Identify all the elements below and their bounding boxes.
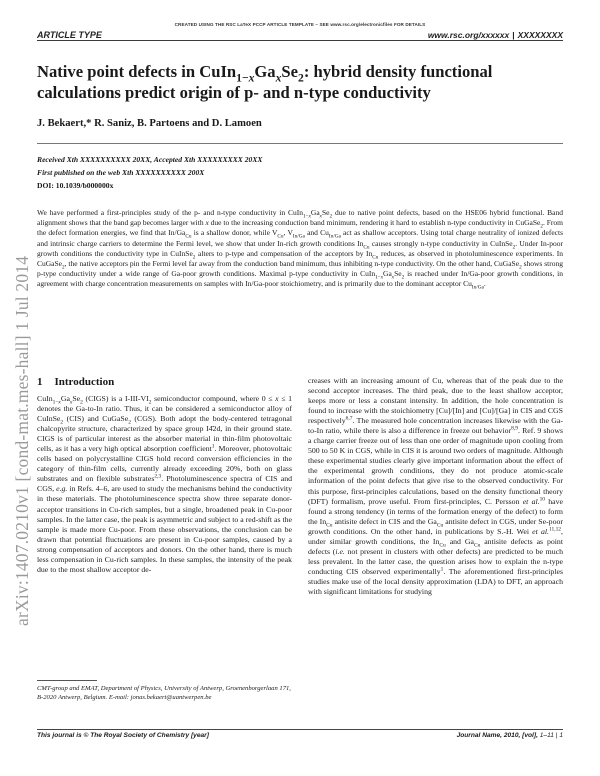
article-type-label: ARTICLE TYPE (37, 30, 102, 40)
doi-label[interactable]: DOI: 10.1039/b000000x (37, 181, 114, 190)
journal-url[interactable]: www.rsc.org/xxxxxx (427, 30, 510, 40)
page-footer (457, 732, 563, 739)
arxiv-identifier-stamp: arXiv:1407.0210v1 [cond-mat.mes-hall] 1 Jul 2014 (12, 255, 32, 626)
body-column-right: creases with an increasing amount of Cu, whereas that of the peak due to the second acceptor increases. The third peak, due to the least shallow acceptor, keeps more or less a constant intensity. In addition, the hole concentration is found to increase with the stoichiometry [Cu]/[In] and [Cu]/[Ga] in CIS and CGS respectively$^{6,7}$. The measured hole concentration increases likewise with the Ga-to-In ratio, while there is also a difference in freeze out behavior$^{8,9}$. Ref. 9 shows a charge carrier freeze out of less than one order of magnitude upon cooling from 500 to 50 K in CGS, while in CIS it is around two orders of magnitude. Although these experimental studies clearly give important information about the effect of the experimental growth conditions, they do not produce atomic-scale information of the point defects that give rise to the observed conductivity. For this purpose, first-principles calculations, based on the density functional theory (DFT) formalism, prove useful. From first-principles, C. Persson et al.$^{10}$ have found a strong tendency (in terms of the formation energy of the defect) to form the $In_{Cu}$ antisite defect in CIS and the $Ga_{Cu}$ antisite defect in CGS, under Se-poor growth conditions. On the other hand, in publications by S.-H. Wei et al.$^{11,12}$, under similar growth conditions, the $In_{Cu}$ and $Ga_{Cu}$ antisite defects as point defects (i.e. not present in clusters with other defects) are predicted to be much less prevalent. In the latter case, the question arises how to explain the n-type conducting CIS observed experimentally$^1$. The aforementioned first-principles studies make use of the local density approximation (LDA) to DFT, an approach with significant limitations for studying (308, 376, 564, 596)
first-published-date: First published on the web Xth XXXXXXXXXX 200X (37, 168, 205, 177)
copyright-footer: This journal is © The Royal Society of Chemistry [year] (37, 732, 209, 739)
section-heading-introduction (37, 376, 114, 388)
received-dates: Received Xth XXXXXXXXXX 20XX, Accepted Xth XXXXXXXXX 20XX (37, 155, 263, 164)
affiliation-footnote: CMT-group and EMAT, Department of Physics, University of Antwerp, Groenenborgerlaan 171, B-2020 Antwerp, Belgium. E-mail: jonas.bekaert@uantwerpen.be (37, 685, 291, 701)
body-column-left: $CuIn_{1-x}Ga_xSe_2$ (CIGS) is a $I-III-VI_2$ semiconductor compound, where 0 ≤ x ≤ 1 denotes the Ga-to-In ratio. Thus, it can be considered a semiconductor alloy of CuInSe$_2$ (CIS) and CuGaSe$_2$ (CGS). Both adopt the body-centered tetragonal chalcopyrite structure, characterized by space group I4̄2d, in their ground state. CIGS is of particular interest as the absorber material in thin-film photovoltaic cells, as it has a very high optical absorption coefficient$^1$. Moreover, photovoltaic cells based on polycrystalline CIGS hold record conversion efficiencies in the category of thin-film cells, currently already exceeding 20%, both on glass substrates and on flexible substrates$^{2,3}$. Photoluminescence spectra of CIS and CGS, e.g. in Refs. 4–6, are used to study the mechanisms behind the conductivity in these materials. The photoluminescence spectra show three separate donor-acceptor transitions in Cu-rich samples, but a single, broadened peak in Cu-poor samples. In the latter case, the peak is asymmetric and subject to a red-shift as the sample is made more Cu-poor. From these observations, the conclusion can be drawn that potential fluctuations are present in Cu-poor samples, caused by a strong compensation of acceptors and donors. On the other hand, there is much less compensation in Cu-rich samples. In these samples, the intensity of the peak due to the most shallow acceptor de- (37, 394, 292, 574)
section-rule (37, 143, 563, 144)
header-rule (37, 40, 563, 41)
footnote-rule (37, 680, 97, 681)
footer-rule (37, 729, 563, 730)
journal-citation: Journal Name, 2010, [vol], (456, 732, 538, 739)
author-list: J. Bekaert,* R. Saniz, B. Partoens and D. Lamoen (37, 118, 262, 129)
section-number: 1 (37, 376, 43, 388)
page-range: 1–11 | 1 (539, 732, 563, 739)
article-code: XXXXXXXX (517, 30, 563, 40)
template-banner: CREATED USING THE RSC LaTeX PCCP ARTICLE TEMPLATE – SEE www.rsc.org/electronicfiles FOR DETAILS (174, 22, 426, 27)
paper-title: Native point defects in $CuIn_{1-x}Ga_xSe_2$: hybrid density functional calculations predict origin of p- and n-type conductivity (37, 62, 493, 102)
journal-link-header[interactable]: www.rsc.org/xxxxxx | XXXXXXXX (427, 30, 563, 40)
abstract: We have performed a first-principles study of the p- and n-type conductivity in $CuIn_{1-x}Ga_xSe_2$ due to native point defects, based on the HSE06 hybrid functional. Band alignment shows that the band gap becomes larger with x due to the increasing conduction band minimum, rendering it hard to establish n-type conductivity in CuGaSe$_2$. From the defect formation energies, we find that $In/Ga_{Cu}$ is a shallow donor, while $V_{Cu}$, $V_{In/Ga}$ and $Cu_{In/Ga}$ act as shallow acceptors. Using total charge neutrality of ionized defects and intrinsic charge carriers to determine the Fermi level, we show that under In-rich growth conditions $In_{Cu}$ causes strongly n-type conductivity in CuInSe$_2$. Under In-poor growth conditions the conductivity type in CuInSe$_2$ alters to p-type and compensation of the acceptors by $In_{Cu}$ reduces, as observed in photoluminescence experiments. In CuGaSe$_2$, the native acceptors pin the Fermi level far away from the conduction band minimum, thus inhibiting n-type conductivity. On the other hand, CuGaSe$_2$ shows strong p-type conductivity under a wide range of Ga-poor growth conditions. Maximal p-type conductivity in $CuIn_{1-x}Ga_xSe_2$ is reached under In/Ga-poor growth conditions, in agreement with charge concentration measurements on samples with In/Ga-poor stoichiometry, and is primarily due to the dominant acceptor $Cu_{In/Ga}$. (37, 208, 564, 291)
section-title: Introduction (54, 376, 115, 388)
